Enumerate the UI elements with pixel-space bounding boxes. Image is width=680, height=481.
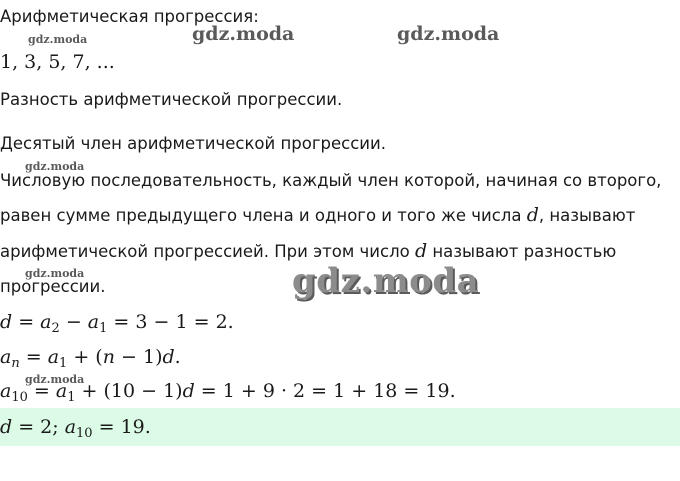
- math-op: − 1): [114, 346, 163, 368]
- equation-general-term: [0, 345, 181, 369]
- math-subscript: 10: [11, 390, 28, 405]
- math-var: a: [40, 311, 52, 333]
- definition-line-3: [0, 241, 616, 262]
- math-variable-d: d: [414, 240, 428, 262]
- math-rest: = 19.: [92, 416, 151, 438]
- equation-difference: [0, 310, 234, 334]
- page-title: Арифметическая прогрессия:: [0, 7, 259, 26]
- watermark-large: gdz.moda: [292, 261, 480, 301]
- math-var: a: [64, 416, 77, 438]
- math-subscript: [11, 356, 19, 371]
- math-rest: = 3 − 1 = 2.: [107, 311, 234, 333]
- watermark: gdz.moda: [25, 160, 85, 173]
- math-op: =: [27, 380, 56, 402]
- difference-label: Разность арифметической прогрессии.: [0, 90, 343, 109]
- math-op: −: [59, 311, 88, 333]
- watermark: gdz.moda: [192, 23, 295, 45]
- definition-line-4: прогрессии.: [0, 277, 106, 296]
- math-variable-d: d: [526, 204, 539, 226]
- math-subscript: 10: [76, 426, 93, 441]
- math-op: =: [12, 311, 41, 333]
- definition-line-1: Числовую последовательность, каждый член которой, начиная со второго,: [0, 171, 662, 190]
- math-op: + (10 − 1): [75, 380, 183, 402]
- math-var: d: [0, 311, 13, 333]
- watermark: gdz.moda: [397, 23, 500, 45]
- tenth-term-label: Десятый член арифметической прогрессии.: [0, 134, 386, 153]
- definition-text: называют разностью: [427, 242, 617, 261]
- math-var: a: [47, 346, 60, 368]
- math-op: .: [174, 346, 181, 368]
- math-var: d: [0, 416, 13, 438]
- math-var: a: [87, 311, 100, 333]
- math-var: a: [55, 380, 68, 402]
- math-subscript: 1: [67, 390, 76, 405]
- equation-tenth-term: [0, 379, 456, 403]
- watermark: gdz.moda: [28, 33, 88, 46]
- math-subscript: 1: [99, 321, 108, 336]
- math-var: a: [0, 380, 12, 402]
- math-var: n: [102, 346, 115, 368]
- definition-text: арифметической прогрессией. При этом число: [0, 242, 415, 261]
- math-var: a: [0, 346, 12, 368]
- math-op: =: [19, 346, 48, 368]
- answer: [0, 415, 151, 439]
- math-op: + (: [67, 346, 103, 368]
- math-var: n: [11, 356, 20, 371]
- definition-text: , называют: [538, 206, 636, 225]
- definition-line-2: [0, 205, 635, 226]
- watermark: gdz.moda: [25, 373, 85, 386]
- math-rest: = 1 + 9 · 2 = 1 + 18 = 19.: [194, 380, 456, 402]
- math-op: = 2;: [12, 416, 65, 438]
- sequence: 1, 3, 5, 7, ...: [0, 51, 115, 73]
- math-subscript: 1: [59, 356, 68, 371]
- math-subscript: 2: [51, 321, 60, 336]
- definition-text: равен сумме предыдущего члена и одного и того же числа: [0, 206, 527, 225]
- math-var: d: [182, 380, 195, 402]
- math-var: d: [162, 346, 175, 368]
- watermark: gdz.moda: [25, 267, 85, 280]
